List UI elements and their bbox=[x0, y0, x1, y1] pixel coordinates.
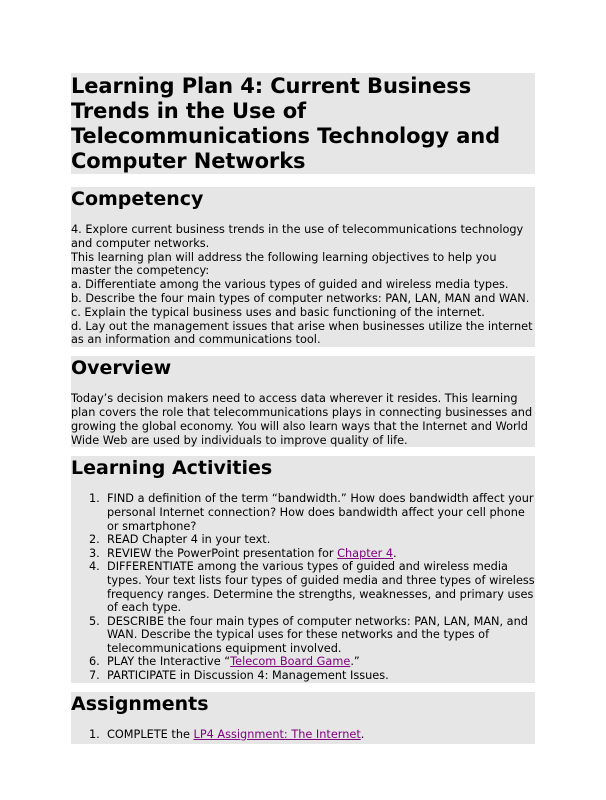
list-item bbox=[89, 560, 535, 615]
list-item bbox=[89, 727, 535, 742]
list-number: 1. bbox=[89, 727, 100, 741]
assignments-list bbox=[71, 728, 535, 745]
learning-activities-heading: Learning Activities bbox=[71, 457, 273, 480]
competency-heading: Competency bbox=[71, 188, 204, 210]
competency-line: c. Explain the typical business uses and basic functioning of the internet. bbox=[71, 305, 485, 319]
page-title: Learning Plan 4: Current Business Trends in the Use of Telecommunications Technology and Computer Networks bbox=[71, 74, 501, 173]
list-item-text: PLAY the Interactive “ bbox=[107, 655, 231, 669]
chapter-4-link[interactable]: Chapter 4 bbox=[337, 546, 394, 560]
list-item bbox=[89, 655, 535, 669]
assignments-section bbox=[71, 692, 535, 745]
competency-section bbox=[71, 187, 535, 347]
list-item-text: DIFFERENTIATE among the various types of guided and wireless media types. Your text lists four types of guided media and three types of wireless frequency ranges. Determine the strengths, weaknesses, and primary uses of each type. bbox=[107, 560, 535, 615]
overview-heading: Overview bbox=[71, 357, 172, 380]
list-item-text: . bbox=[393, 546, 397, 560]
list-item-text: PARTICIPATE in Discussion 4: Management Issues. bbox=[107, 669, 389, 683]
activities-list bbox=[71, 492, 535, 682]
list-item-text: READ Chapter 4 in your text. bbox=[107, 533, 271, 547]
list-number: 1. bbox=[89, 492, 100, 506]
list-item-text: FIND a definition of the term “bandwidth.” How does bandwidth affect your personal Internet connection? How does bandwidth affect your cell phone or smartphone? bbox=[107, 492, 534, 533]
overview-text: Today’s decision makers need to access data wherever it resides. This learning plan covers the role that telecommunications plays in connecting businesses and growing the global economy. You will also learn ways that the Internet and World Wide Web are used by individuals to improve quality of life. bbox=[71, 392, 533, 447]
document-page bbox=[71, 73, 535, 744]
competency-line: d. Lay out the management issues that arise when businesses utilize the internet as an information and communications tool. bbox=[71, 319, 533, 347]
list-item bbox=[89, 492, 535, 533]
list-number: 2. bbox=[89, 533, 100, 547]
list-item bbox=[89, 546, 535, 561]
list-number: 6. bbox=[89, 655, 100, 669]
list-number: 3. bbox=[89, 546, 100, 560]
list-number: 7. bbox=[89, 669, 100, 683]
overview-section bbox=[71, 356, 535, 447]
list-item-text: .” bbox=[350, 655, 360, 669]
list-item-text: COMPLETE the bbox=[107, 727, 194, 741]
telecom-board-game-link[interactable]: Telecom Board Game bbox=[230, 655, 351, 669]
assignments-heading: Assignments bbox=[71, 692, 209, 715]
list-item bbox=[89, 533, 535, 547]
lp4-assignment-link[interactable]: LP4 Assignment: The Internet bbox=[193, 727, 361, 741]
list-item bbox=[89, 669, 535, 683]
learning-activities-section bbox=[71, 456, 535, 682]
competency-line: This learning plan will address the following learning objectives to help you master the competency: bbox=[71, 250, 497, 278]
competency-line: b. Describe the four main types of computer networks: PAN, LAN, MAN and WAN. bbox=[71, 291, 530, 305]
title-block bbox=[71, 73, 535, 174]
list-item-text: REVIEW the PowerPoint presentation for bbox=[107, 546, 338, 560]
list-item-text: . bbox=[360, 727, 365, 741]
competency-line: 4. Explore current business trends in the use of telecommunications technology and computer networks. bbox=[71, 223, 524, 250]
list-number: 4. bbox=[89, 560, 100, 574]
list-item bbox=[89, 614, 535, 656]
competency-line: a. Differentiate among the various types of guided and wireless media types. bbox=[71, 278, 509, 292]
list-number: 5. bbox=[89, 614, 100, 628]
list-item-text: DESCRIBE the four main types of computer networks: PAN, LAN, MAN, and WAN. Describe the typical uses for these networks and the types of telecommunications equipment involved. bbox=[107, 614, 528, 655]
